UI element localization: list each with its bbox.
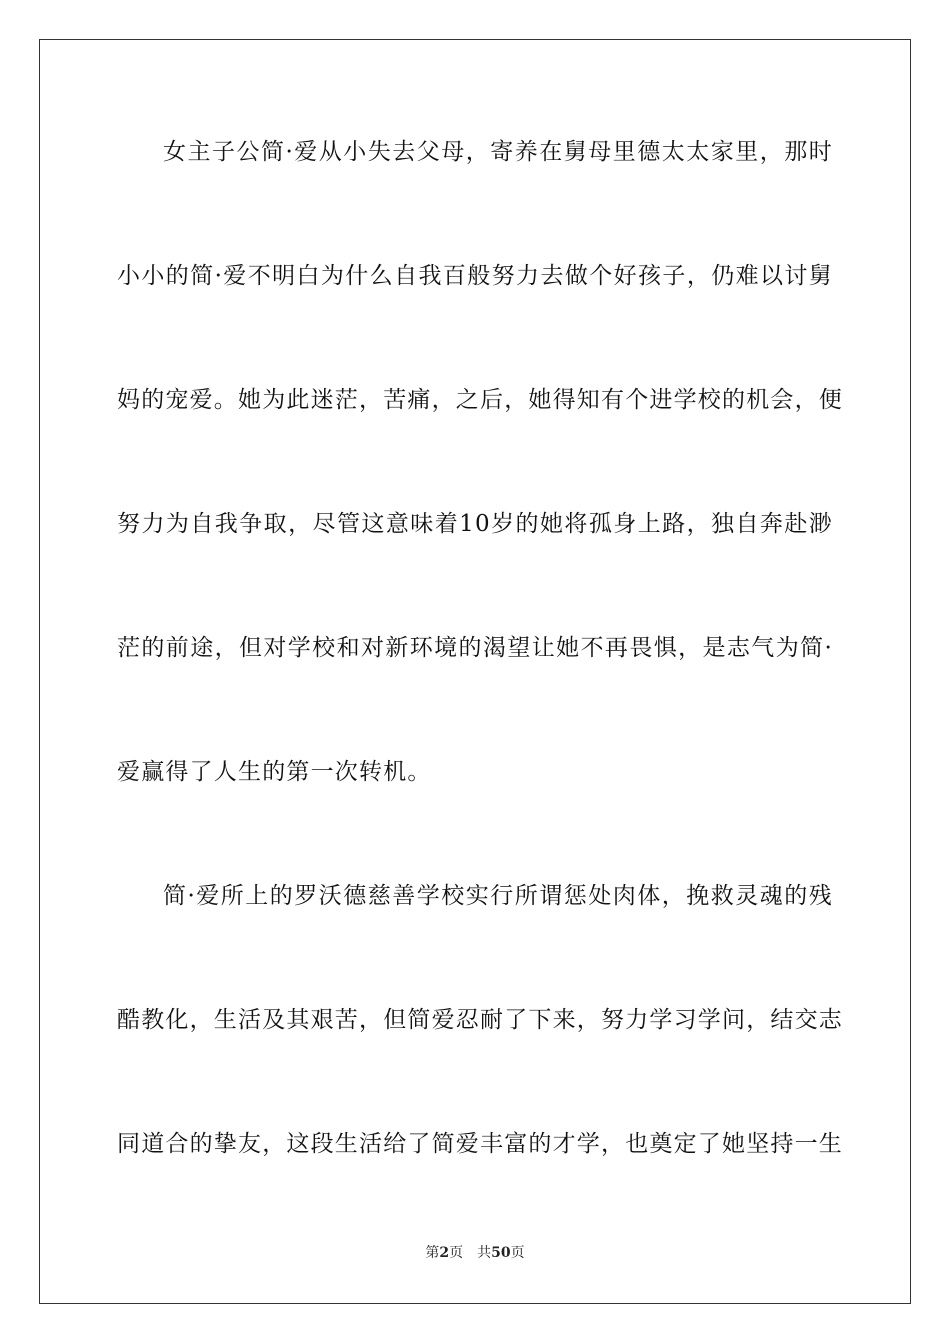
footer-page-suffix: 页: [449, 1245, 464, 1261]
page-border: [39, 39, 911, 1304]
paragraph-2-line-1: 简·爱所上的罗沃德慈善学校实行所谓惩处肉体，挽救灵魂的残: [163, 883, 833, 909]
page-footer: [0, 1244, 950, 1262]
footer-total-suffix: 页: [510, 1245, 525, 1261]
paragraph-1-line-6: 爱赢得了人生的第一次转机。: [117, 759, 432, 785]
paragraph-1-line-4: 努力为自我争取，尽管这意味着10岁的她将孤身上路，独自奔赴渺: [117, 511, 833, 537]
paragraph-1-line-1: 女主子公简·爱从小失去父母，寄养在舅母里德太太家里，那时: [163, 139, 833, 165]
paragraph-2-line-3: 同道合的挚友，这段生活给了简爱丰富的才学，也奠定了她坚持一生: [117, 1131, 843, 1157]
footer-current-page: 2: [439, 1245, 450, 1261]
footer-page-prefix: 第: [425, 1245, 440, 1261]
paragraph-1-line-2: 小小的简·爱不明白为什么自我百般努力去做个好孩子，仍难以讨舅: [117, 263, 833, 289]
footer-total-prefix: 共: [477, 1245, 492, 1261]
footer-total-pages: 50: [491, 1245, 511, 1261]
paragraph-1-line-5: 茫的前途，但对学校和对新环境的渴望让她不再畏惧，是志气为简·: [117, 635, 833, 661]
paragraph-2-line-2: 酷教化，生活及其艰苦，但简爱忍耐了下来，努力学习学问，结交志: [117, 1007, 843, 1033]
paragraph-1-line-3: 妈的宠爱。她为此迷茫，苦痛，之后，她得知有个进学校的机会，便: [117, 387, 843, 413]
